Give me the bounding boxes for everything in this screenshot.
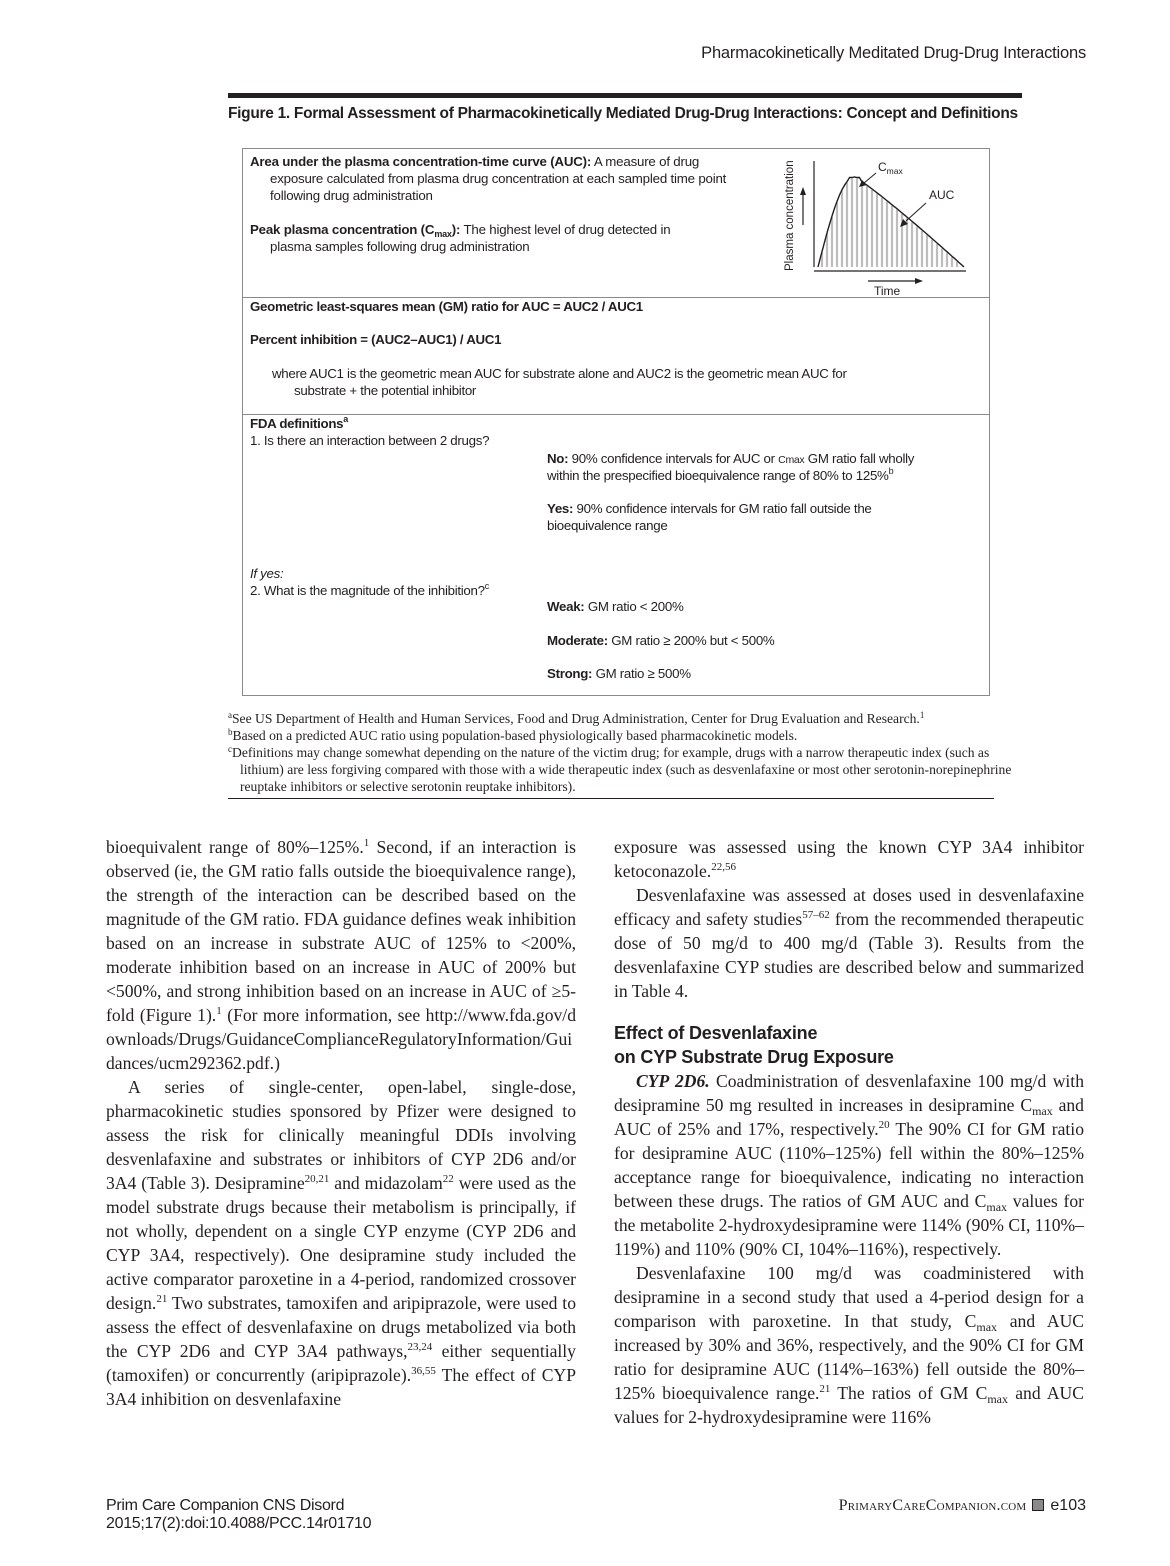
cmax-label: $C_{max}$ (878, 160, 903, 176)
fda-definitions-section (243, 414, 989, 695)
formulas-section (243, 297, 989, 414)
section-heading: Effect of Desvenlafaxine on CYP Substrate Drug Exposure (614, 1023, 894, 1067)
figure-title: Figure 1. Formal Assessment of Pharmacokinetically Mediated Drug-Drug Interactions: Concept and Definitions (228, 105, 1018, 122)
y-axis-label: Plasma concentration (784, 160, 796, 271)
square-bullet-icon (1032, 1499, 1044, 1511)
paragraph: exposure was assessed using the known CYP 3A4 inhibitor ketoconazole.$^{22,56}$ (614, 837, 1084, 881)
weak-inhibition: Weak: GM ratio < 200% (547, 599, 684, 614)
auc-definition (250, 153, 750, 204)
cmax-text-first: The highest level of drug detected in (460, 222, 671, 237)
figure-1 (228, 93, 1022, 794)
auc-text-rest: exposure calculated from plasma drug concentration at each sampled time point following drug administration (270, 171, 727, 203)
definitions-section (243, 149, 989, 297)
footer-citation (106, 1497, 371, 1533)
answer-yes: Yes: 90% confidence intervals for GM ratio fall outside the (547, 501, 872, 516)
website-link[interactable]: PrimaryCareCompanion.com (838, 1497, 1027, 1514)
page-number: e103 (1050, 1497, 1086, 1514)
y-arrowhead-icon (800, 187, 806, 195)
x-arrowhead-icon (915, 278, 923, 284)
paragraph: bioequivalent range of 80%–125%.$^1$ Second, if an interaction is observed (ie, the GM ratio falls outside the bioequivalence range), the strength of the interaction can be described based on the magnitude of the GM ratio. FDA guidance defines weak inhibition based on an increase in substrate AUC of 125% to <200%, moderate inhibition based on an increase in AUC of 200% but <500%, and strong inhibition based on an increase in AUC of ≥5-fold (Figure 1).$^1$ (For more information, see http://www.fda.gov/downloads/Drugs/GuidanceComplianceRegulatoryInformation/Guidances/ucm292362.pdf.) (106, 837, 576, 1073)
moderate-inhibition: Moderate: GM ratio ≥ 200% but < 500% (547, 633, 775, 648)
figure-definitions-box (242, 148, 990, 696)
answer-yes-line2: bioequivalence range (547, 518, 668, 533)
cmax-definition (250, 221, 750, 255)
where-explanation-line1: where AUC1 is the geometric mean AUC for substrate alone and AUC2 is the geometric mean AUC for (272, 366, 847, 381)
body-column-right (614, 835, 1084, 1429)
running-head: Pharmacokinetically Meditated Drug-Drug Interactions (701, 44, 1086, 62)
x-axis-label: Time (874, 284, 901, 298)
answer-no-line2: within the prespecified bioequivalence range of 80% to 125%$^b$ (547, 466, 894, 483)
answer-no: No: 90% confidence intervals for AUC or Cmax GM ratio fall wholly (547, 451, 915, 466)
pk-curve-diagram (778, 153, 988, 298)
auc-label: AUC (929, 188, 955, 202)
auc-term: Area under the plasma concentration-time curve (AUC): (250, 154, 592, 169)
paragraph: Desvenlafaxine was assessed at doses used in desvenlafaxine efficacy and safety studies$^{57-62}$ from the recommended therapeutic dose of 50 mg/d to 400 mg/d (Table 3). Results from the desvenlafaxine CYP studies are described below and summarized in Table 4. (614, 885, 1084, 1001)
question-2: 2. What is the magnitude of the inhibition?$^c$ (250, 581, 489, 598)
strong-inhibition: Strong: GM ratio ≥ 500% (547, 666, 691, 681)
auc-pointer-icon (906, 203, 926, 221)
figure-footnotes (228, 710, 1022, 799)
percent-inhibition-formula: Percent inhibition = (AUC2–AUC1) / AUC1 (250, 332, 502, 347)
fda-heading: FDA definitions$^a$ (250, 414, 348, 431)
if-yes-label: If yes: (250, 566, 284, 581)
cmax-text-rest: plasma samples following drug administration (270, 239, 530, 254)
paragraph: A series of single-center, open-label, single-dose, pharmacokinetic studies sponsored by Pfizer were designed to assess the risk for clinically meaningful DDIs involving desvenlafaxine and substrates or inhibitors of CYP 2D6 and/or 3A4 (Table 3). Desipramine$^{20,21}$ and midazolam$^{22}$ were used as the model substrate drugs because their metabolism is principally, if not wholly, dependent on a single CYP enzyme (CYP 2D6 and CYP 3A4, respectively). One desipramine study included the active comparator paroxetine in a 4-period, randomized crossover design.$^{21}$ Two substrates, tamoxifen and aripiprazole, were used to assess the effect of desvenlafaxine on drugs metabolized via both the CYP 2D6 and CYP 3A4 pathways,$^{23,24}$ either sequentially (tamoxifen) or concurrently (aripiprazole).$^{36,55}$ The effect of CYP 3A4 inhibition on desvenlafaxine (106, 1077, 576, 1409)
footnote-bottom-rule (228, 798, 994, 799)
where-explanation-line2: substrate + the potential inhibitor (294, 383, 477, 398)
footnote-b: $^b$Based on a predicted AUC ratio using population-based physiologically based pharmacokinetic models. (228, 727, 798, 743)
footnote-a: $^a$See US Department of Health and Human Services, Food and Drug Administration, Center for Drug Evaluation and Research.$^1$ (228, 710, 925, 726)
journal-name: Prim Care Companion CNS Disord (106, 1497, 345, 1514)
body-column-left (106, 835, 576, 1411)
gm-ratio-formula: Geometric least-squares mean (GM) ratio for AUC = AUC2 / AUC1 (250, 299, 643, 314)
question-1: 1. Is there an interaction between 2 drugs? (250, 433, 490, 448)
footnote-c: $^c$Definitions may change somewhat depending on the nature of the victim drug; for example, drugs with a narrow therapeutic index (such as lithium) are less forgiving compared with those with a wide therapeutic index (such as desvenlafaxine or most other serotonin-norepinephrine reuptake inhibitors or selective serotonin reuptake inhibitors). (228, 744, 1012, 794)
paragraph: CYP 2D6. Coadministration of desvenlafaxine 100 mg/d with desipramine 50 mg resulted in increases in desipramine $C_{max}$ and AUC of 25% and 17%, respectively.$^{20}$ The 90% CI for GM ratio for desipramine AUC (110%–125%) fell within the 80%–125% acceptance range for bioequivalence, indicating no interaction between these drugs. The ratios of GM AUC and $C_{max}$ values for the metabolite 2-hydroxydesipramine were 114% (90% CI, 110%–119%) and 110% (90% CI, 104%–116%), respectively. (614, 1071, 1084, 1259)
doi-citation: 2015;17(2):doi:10.4088/PCC.14r01710 (106, 1515, 372, 1532)
cmax-pointer-icon (864, 173, 876, 183)
auc-text-first: A measure of drug (591, 154, 700, 169)
figure-top-rule (228, 93, 1022, 98)
cmax-term: Peak plasma concentration $(C_{max})$: (250, 222, 461, 239)
footer-page-info (839, 1497, 1086, 1515)
paragraph: Desvenlafaxine 100 mg/d was coadministered with desipramine in a second study that used a 4-period design for a comparison with paroxetine. In that study, $C_{max}$ and AUC increased by 30% and 36%, respectively, and the 90% CI for GM ratio for desipramine AUC (114%–163%) fell outside the 80%–125% bioequivalence range.$^{21}$ The ratios of GM $C_{max}$ and AUC values for 2-hydroxydesipramine were 116% (614, 1263, 1085, 1427)
